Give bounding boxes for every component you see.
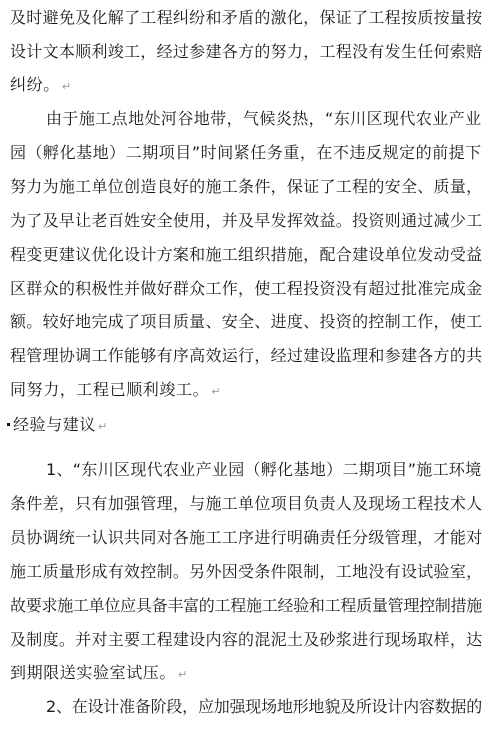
text-line: 额。较好地完成了项目质量、安全、进度、投资的控制工作，使工 (10, 312, 483, 331)
paragraph-mark-icon: ↵ (211, 385, 222, 398)
text-line: 区群众的积极性并做好群众工作，使工程投资没有超过批准完成金 (10, 279, 483, 298)
text-line: 员协调统一认识共同对各施工工序进行明确责任分级管理，才能对 (10, 528, 483, 547)
text-line: 程管理协调工作能够有序高效运行，经过建设监理和参建各方的共 (10, 346, 483, 365)
text-line: 及时避免及化解了工程纠纷和矛盾的激化，保证了工程按质按量按 (10, 8, 483, 27)
paragraph-mark-icon: ↵ (61, 80, 72, 93)
text-line: 条件差，只有加强管理，与施工单位项目负责人及现场工程技术人 (10, 494, 483, 513)
text-line: 努力为施工单位创造良好的施工条件，保证了工程的安全、质量， (10, 177, 483, 196)
paragraph-mark-icon: ↵ (98, 420, 108, 433)
text-line: 园（孵化基地）二期项目”时间紧任务重，在不违反规定的前提下 (10, 143, 482, 162)
bullet-icon (7, 423, 10, 426)
text-line: 及制度。并对主要工程建设内容的混泥土及砂浆进行现场取样，达 (10, 630, 483, 649)
text-line: 纠纷。 ↵ (10, 75, 72, 94)
text-line: 施工质量形成有效控制。另外因受条件限制，工地没有设试验室， (10, 562, 483, 581)
section-heading: 经验与建议 ↵ (7, 413, 108, 437)
text-line: 由于施工点地处河谷地带，气候炎热，“东川区现代农业产业 (46, 109, 482, 128)
text-line: 程变更建议优化设计方案和施工组织措施，配合建设单位发动受益 (10, 245, 483, 264)
text-line: 设计文本顺利竣工，经过参建各方的努力，工程没有发生任何索赔 (10, 42, 483, 61)
text-line: 为了及早让老百姓安全使用，并及早发挥效益。投资则通过减少工 (10, 211, 483, 230)
text-line: 同努力，工程已顺利竣工。 ↵ (10, 380, 222, 399)
text-line: 到期限送实验室试压。 ↵ (10, 663, 188, 682)
text-line: 2、在设计准备阶段，应加强现场地形地貌及所设计内容数据的 (46, 697, 482, 716)
text-line: 1、“东川区现代农业产业园（孵化基地）二期项目”施工环境 (46, 460, 482, 479)
paragraph-mark-icon: ↵ (178, 668, 188, 681)
text-line: 故要求施工单位应具备丰富的工程施工经验和工程质量管理控制措施 (10, 596, 483, 615)
